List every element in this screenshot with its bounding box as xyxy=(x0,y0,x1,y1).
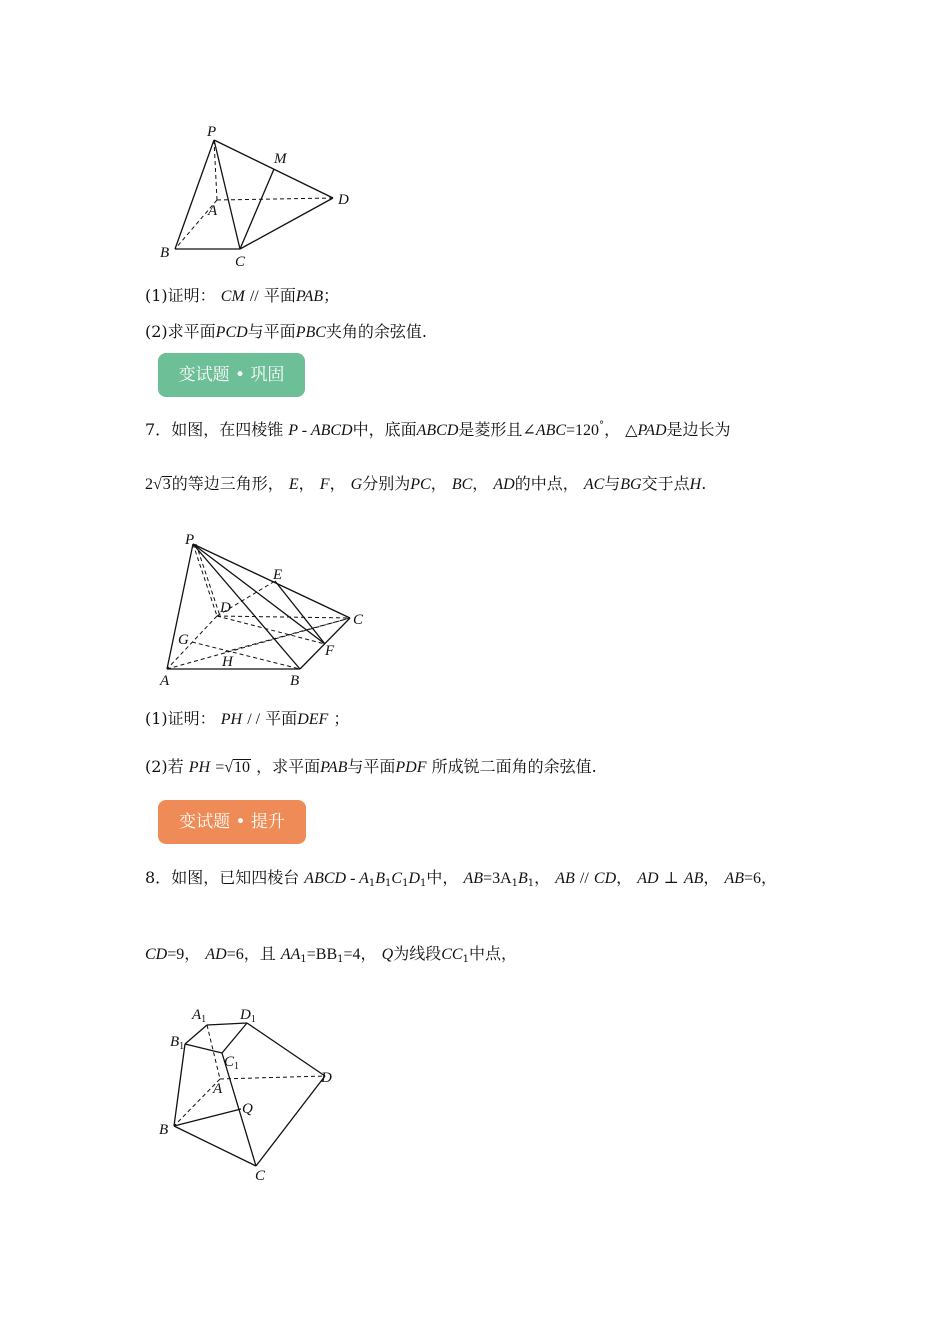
fig2-label-h: H xyxy=(222,654,233,670)
badge-consolidate: 变试题 • 巩固 xyxy=(158,353,305,397)
fig3-label-b: B xyxy=(159,1122,169,1138)
q6-part2: (2)求平面PCD与平面PBC夹角的余弦值. xyxy=(145,322,427,341)
fig2-label-c: C xyxy=(353,612,364,628)
fig2-label-d: D xyxy=(220,600,231,616)
fig1-label-a: A xyxy=(208,203,218,219)
fig3-label-q: Q xyxy=(242,1101,253,1117)
q7-part1: (1)证明： PH / / 平面DEF ； xyxy=(145,709,350,728)
fig2-label-e: E xyxy=(273,567,283,583)
fig3-label-a1: $A_1$ xyxy=(192,1007,207,1025)
q7-line1: 7．如图，在四棱锥 P - ABCD中，底面ABCD是菱形且∠ABC=120°， △PAD是边长为 xyxy=(145,420,731,439)
q8-line1: 8．如图，已知四棱台 ABCD - $A_1B_1C_1D_1$中， $AB=3A_1B_1$， AB // CD， AD ⊥ AB， AB=6， xyxy=(145,868,778,889)
fig1-label-b: B xyxy=(160,245,170,261)
fig2-label-p: P xyxy=(185,532,195,548)
q7-line2: 2√3的等边三角形， E， F， G分别为PC， BC， AD的中点， AC与BG交于点H. xyxy=(145,474,707,493)
figure-pyramid-pabcd-2 xyxy=(150,528,380,693)
fig1-label-m: M xyxy=(274,151,287,167)
q7-part2: (2)若 PH =√10 ，求平面PAB与平面PDF 所成锐二面角的余弦值. xyxy=(145,757,597,776)
fig1-label-c: C xyxy=(235,254,246,270)
fig2-label-g: G xyxy=(178,632,189,648)
fig3-label-a: A xyxy=(213,1081,223,1097)
fig3-label-b1: $B_1$ xyxy=(170,1034,185,1052)
badge-improve: 变试题 • 提升 xyxy=(158,800,306,844)
figure-pyramid-pabcd-1 xyxy=(150,118,370,278)
fig3-label-d1: $D_1$ xyxy=(240,1007,256,1025)
figure-frustum xyxy=(150,1000,350,1190)
fig3-label-c1: $C_1$ xyxy=(224,1054,240,1072)
fig2-label-f: F xyxy=(325,643,335,659)
q8-line2: CD=9， AD=6，且 $AA_1=BB_1=4$， Q为线段$CC_1$中点， xyxy=(145,944,517,965)
fig1-label-p: P xyxy=(207,124,217,140)
fig3-label-d: D xyxy=(321,1070,332,1086)
q6-part1: (1)证明： CM // 平面PAB； xyxy=(145,286,340,305)
fig3-label-c: C xyxy=(255,1168,266,1184)
fig2-label-b: B xyxy=(290,673,300,689)
fig1-label-d: D xyxy=(338,192,349,208)
fig2-label-a: A xyxy=(160,673,170,689)
